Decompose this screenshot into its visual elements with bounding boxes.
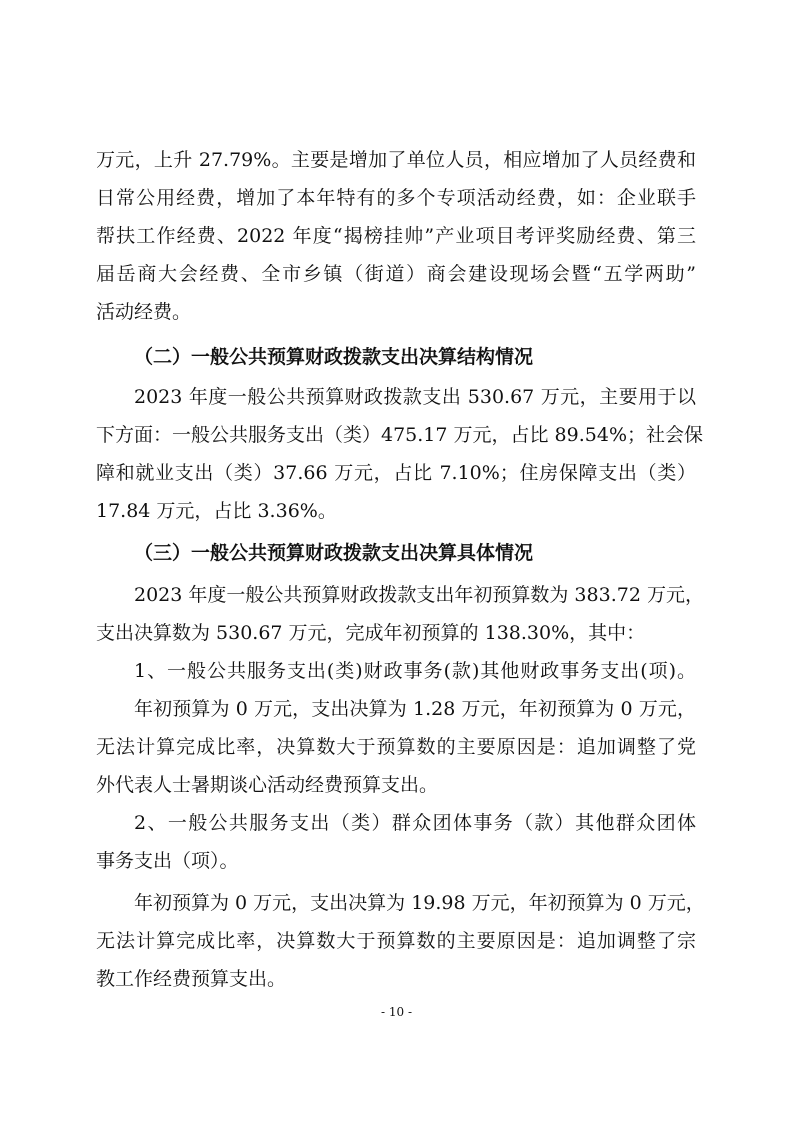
item-2-title-line-1: 2、一般公共服务支出（类）群众团体事务（款）其他群众团体 xyxy=(134,812,696,834)
paragraph-2-line-4: 17.84 万元，占比 3.36%。 xyxy=(96,500,337,522)
section-heading-3: （三）一般公共预算财政拨款支出决算具体情况 xyxy=(134,542,534,564)
paragraph-2-line-1: 2023 年度一般公共预算财政拨款支出 530.67 万元，主要用于以 xyxy=(134,386,696,408)
section-heading-2: （二）一般公共预算财政拨款支出决算结构情况 xyxy=(134,346,534,368)
item-2-line-2: 无法计算完成比率，决算数大于预算数的主要原因是：追加调整了宗 xyxy=(96,930,696,952)
paragraph-1-line-4: 届岳商大会经费、全市乡镇（街道）商会建设现场会暨“五学两助” xyxy=(96,263,696,285)
paragraph-2-line-3: 障和就业支出（类）37.66 万元，占比 7.10%；住房保障支出（类） xyxy=(96,462,696,484)
paragraph-1-line-2: 日常公用经费，增加了本年特有的多个专项活动经费，如：企业联手 xyxy=(96,187,696,209)
item-1-title: 1、一般公共服务支出(类)财政事务(款)其他财政事务支出(项)。 xyxy=(134,660,696,682)
item-2-title-line-2: 事务支出（项）。 xyxy=(96,850,239,872)
paragraph-1-line-3: 帮扶工作经费、2022 年度“揭榜挂帅”产业项目考评奖励经费、第三 xyxy=(96,225,696,247)
paragraph-3-line-1: 2023 年度一般公共预算财政拨款支出年初预算数为 383.72 万元， xyxy=(134,584,704,606)
page-number: - 10 - xyxy=(380,1005,412,1019)
paragraph-1-line-5: 活动经费。 xyxy=(96,301,192,323)
item-1-line-2: 无法计算完成比率，决算数大于预算数的主要原因是：追加调整了党 xyxy=(96,736,696,758)
item-1-line-1: 年初预算为 0 万元，支出决算为 1.28 万元，年初预算为 0 万元， xyxy=(134,698,696,720)
paragraph-1-line-1: 万元，上升 27.79%。主要是增加了单位人员，相应增加了人员经费和 xyxy=(96,149,696,171)
item-1-line-3: 外代表人士暑期谈心活动经费预算支出。 xyxy=(96,774,439,796)
item-2-line-3: 教工作经费预算支出。 xyxy=(96,968,287,990)
item-2-line-1: 年初预算为 0 万元，支出决算为 19.98 万元，年初预算为 0 万元， xyxy=(134,892,705,914)
paragraph-3-line-2: 支出决算数为 530.67 万元，完成年初预算的 138.30%，其中： xyxy=(96,622,646,644)
paragraph-2-line-2: 下方面：一般公共服务支出（类）475.17 万元，占比 89.54%；社会保 xyxy=(96,424,704,446)
